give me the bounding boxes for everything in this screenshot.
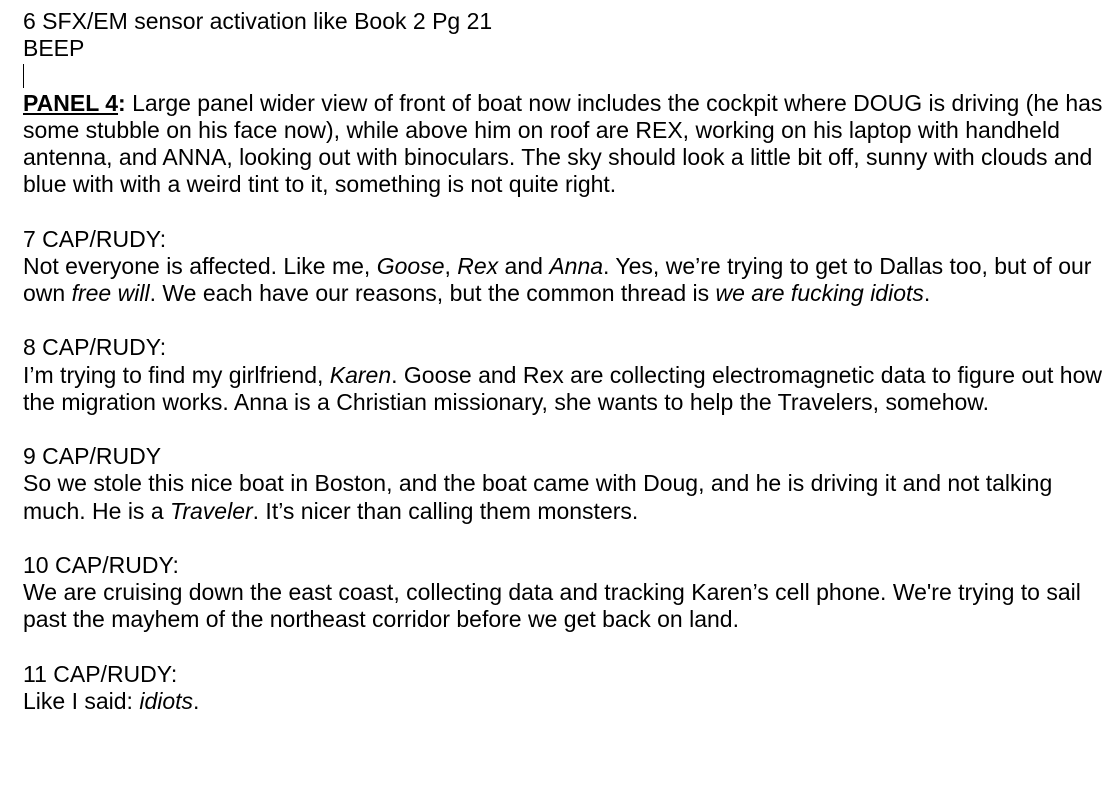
caption-7-heading: 7 CAP/RUDY:: [23, 225, 167, 252]
name-anna: Anna: [549, 252, 604, 279]
caption-text: Like I said:: [23, 687, 140, 714]
script-body[interactable]: [23, 8, 1103, 715]
name-karen: Karen: [329, 361, 392, 388]
caption-text: ,: [444, 252, 458, 279]
caption-11-heading: 11 CAP/RUDY:: [23, 660, 178, 687]
text-caret: [23, 64, 24, 88]
caption-text: and: [498, 252, 550, 279]
sfx-heading: 6 SFX/EM sensor activation like Book 2 Pg 21: [23, 8, 493, 34]
panel-4-paragraph: [23, 90, 1103, 199]
emphasis-idiots-phrase: we are fucking idiots: [715, 280, 924, 306]
panel-label-colon: :: [118, 89, 126, 116]
caption-8-text: [23, 362, 1103, 416]
name-rex: Rex: [457, 252, 499, 279]
name-goose: Goose: [376, 252, 445, 279]
emphasis-idiots: idiots: [139, 687, 194, 714]
caption-11-text: [23, 688, 1103, 715]
caption-text: .: [923, 280, 931, 306]
caption-10-text: We are cruising down the east coast, collecting data and tracking Karen’s cell phone. We're trying to sail past the mayhem of the northeast corridor before we get back on land.: [23, 579, 1081, 633]
panel-description: Large panel wider view of front of boat now includes the cockpit where DOUG is driving (he has some stubble on his face now), while above him on roof are REX, working on his laptop with handheld antenna, and ANNA, looking out with binoculars. The sky should look a little bit off, sunny with clouds and blue with with a weird tint to it, something is not quite right.: [23, 89, 1103, 198]
empty-line-with-caret[interactable]: [23, 62, 1103, 89]
blank-line: [23, 307, 1103, 334]
caption-text: I’m trying to find my girlfriend,: [23, 361, 330, 388]
caption-text: So we stole this nice boat in Boston, and the boat came with Doug, and he is driving it and not talking much. He is a: [23, 470, 1053, 524]
caption-text: . Yes, we’re trying to get to Dallas too, but of our own: [23, 252, 1092, 306]
blank-line: [23, 634, 1103, 661]
caption-text: .: [193, 687, 200, 714]
caption-7-text: [23, 253, 1103, 307]
caption-10-heading: 10 CAP/RUDY:: [23, 551, 179, 578]
caption-text: . It’s nicer than calling them monsters.: [252, 497, 639, 524]
caption-8-heading: 8 CAP/RUDY:: [23, 334, 167, 361]
caption-9-text: [23, 470, 1103, 524]
blank-line: [23, 525, 1103, 552]
sfx-sound: BEEP: [23, 35, 85, 62]
blank-line: [23, 198, 1103, 225]
blank-line: [23, 416, 1103, 443]
caption-text: . Goose and Rex are collecting electromagnetic data to figure out how the migration works. Anna is a Christian missionary, she wants to help the Travelers, somehow.: [23, 361, 1102, 415]
caption-text: Not everyone is affected. Like me,: [23, 252, 377, 279]
emphasis-traveler: Traveler: [170, 497, 253, 524]
caption-text: . We each have our reasons, but the common thread is: [149, 280, 716, 306]
panel-label: PANEL 4: [23, 89, 119, 116]
emphasis-free-will: free will: [71, 280, 150, 306]
caption-9-heading: 9 CAP/RUDY: [23, 443, 162, 470]
